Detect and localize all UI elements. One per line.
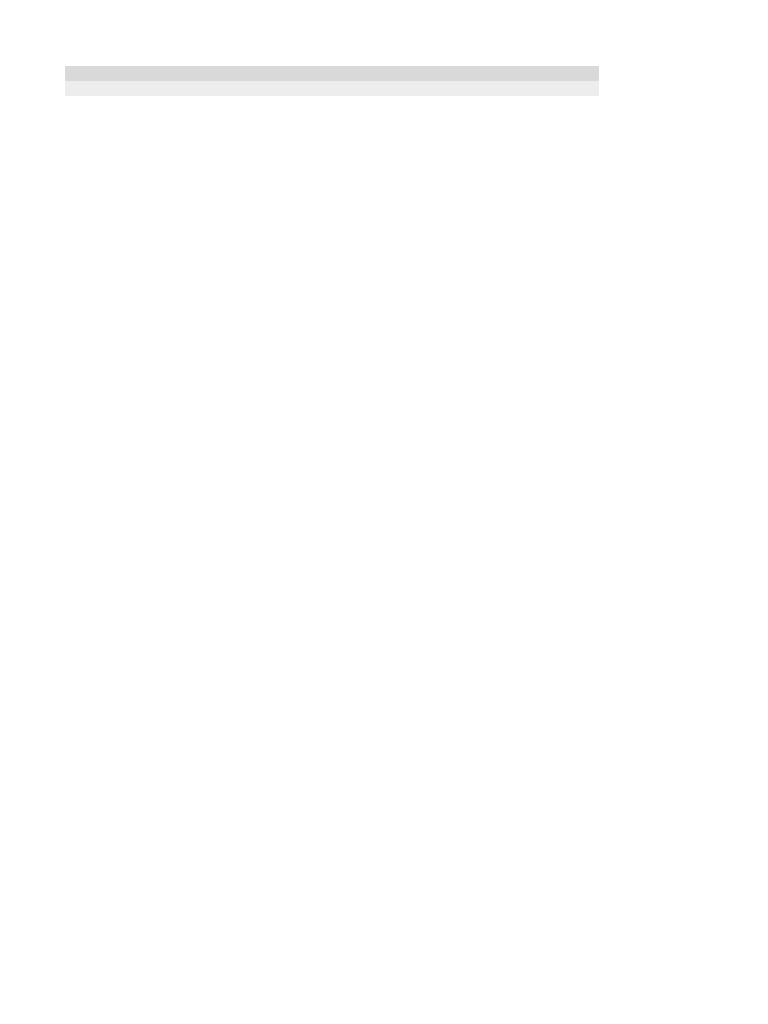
header-note-row bbox=[65, 81, 599, 96]
header-row bbox=[65, 66, 599, 81]
